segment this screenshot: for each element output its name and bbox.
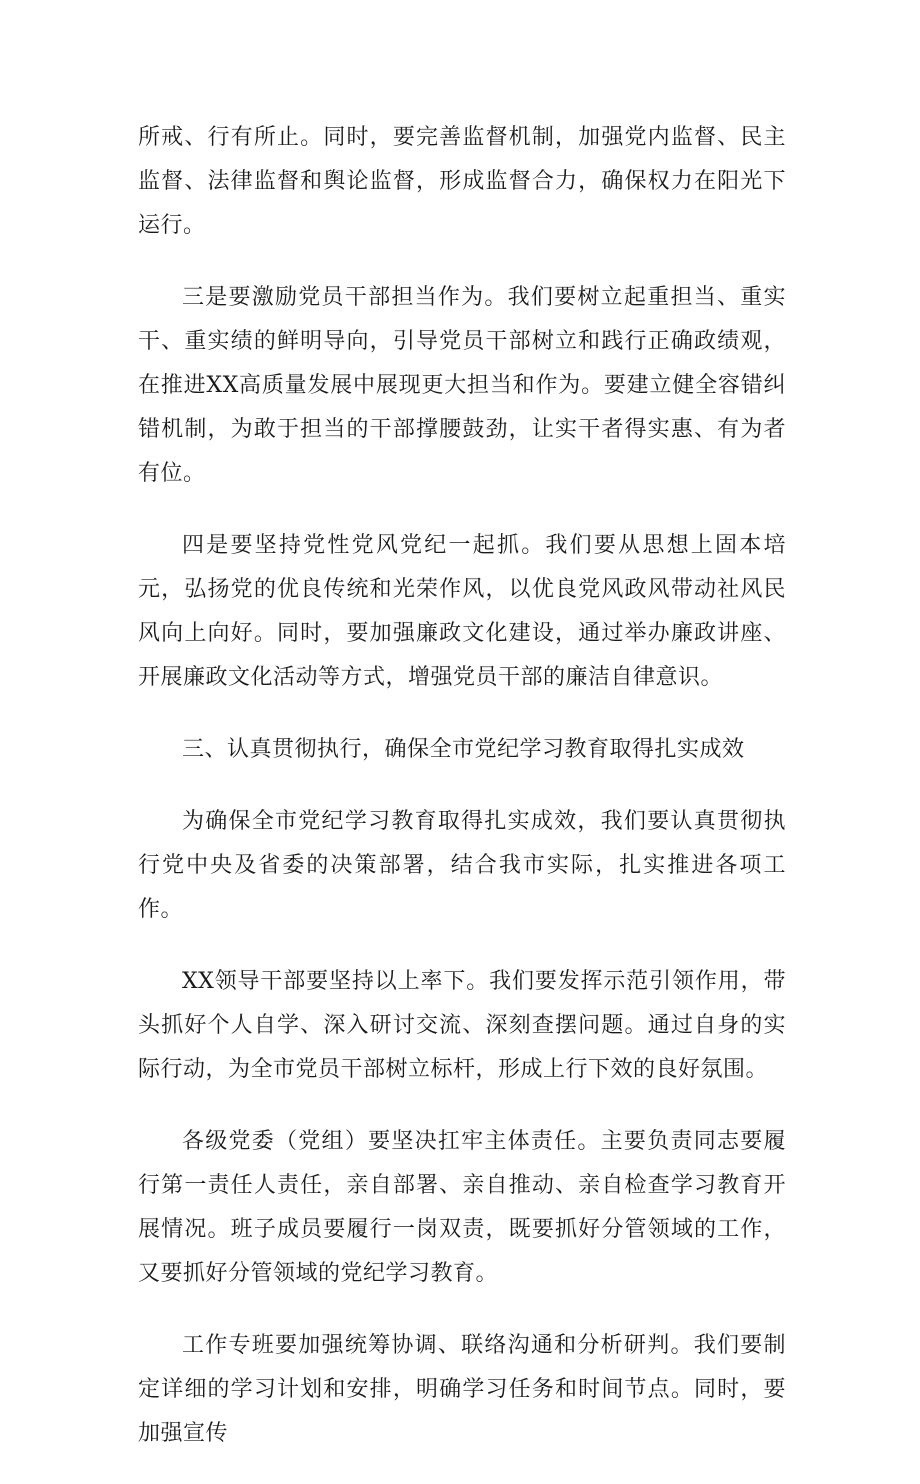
paragraph-encourage-responsibility: 三是要激励党员干部担当作为。我们要树立起重担当、重实干、重实绩的鲜明导向，引导党员干部树立和践行正确政绩观，在推进XX高质量发展中展现更大担当和作为。要建立健全容错纠错机制，为敢于担当的干部撑腰鼓劲，让实干者得实惠、有为者有位。	[138, 285, 786, 486]
paragraph-leaders-example: XX领导干部要坚持以上率下。我们要发挥示范引领作用，带头抓好个人自学、深入研讨交流、深刻查摆问题。通过自身的实际行动，为全市党员干部树立标杆，形成上行下效的良好氛围。	[138, 969, 786, 1082]
document-body	[138, 116, 786, 1484]
paragraph-party-discipline: 四是要坚持党性党风党纪一起抓。我们要从思想上固本培元，弘扬党的优良传统和光荣作风，以优良党风政风带动社风民风向上向好。同时，要加强廉政文化建设，通过举办廉政讲座、开展廉政文化活动等方式，增强党员干部的廉洁自律意识。	[138, 533, 786, 690]
paragraph-work-team-coordination: 工作专班要加强统筹协调、联络沟通和分析研判。我们要制定详细的学习计划和安排，明确学习任务和时间节点。同时，要加强宣传	[138, 1333, 786, 1446]
paragraph-party-committee-responsibility: 各级党委（党组）要坚决扛牢主体责任。主要负责同志要履行第一责任人责任，亲自部署、亲自推动、亲自检查学习教育开展情况。班子成员要履行一岗双责，既要抓好分管领域的工作，又要抓好分管领域的党纪学习教育。	[138, 1129, 786, 1286]
paragraph-supervision-mechanism: 所戒、行有所止。同时，要完善监督机制，加强党内监督、民主监督、法律监督和舆论监督，形成监督合力，确保权力在阳光下运行。	[138, 125, 786, 238]
paragraph-implementation-intro: 为确保全市党纪学习教育取得扎实成效，我们要认真贯彻执行党中央及省委的决策部署，结合我市实际，扎实推进各项工作。	[138, 809, 786, 922]
section-heading-three: 三、认真贯彻执行，确保全市党纪学习教育取得扎实成效	[182, 737, 745, 762]
